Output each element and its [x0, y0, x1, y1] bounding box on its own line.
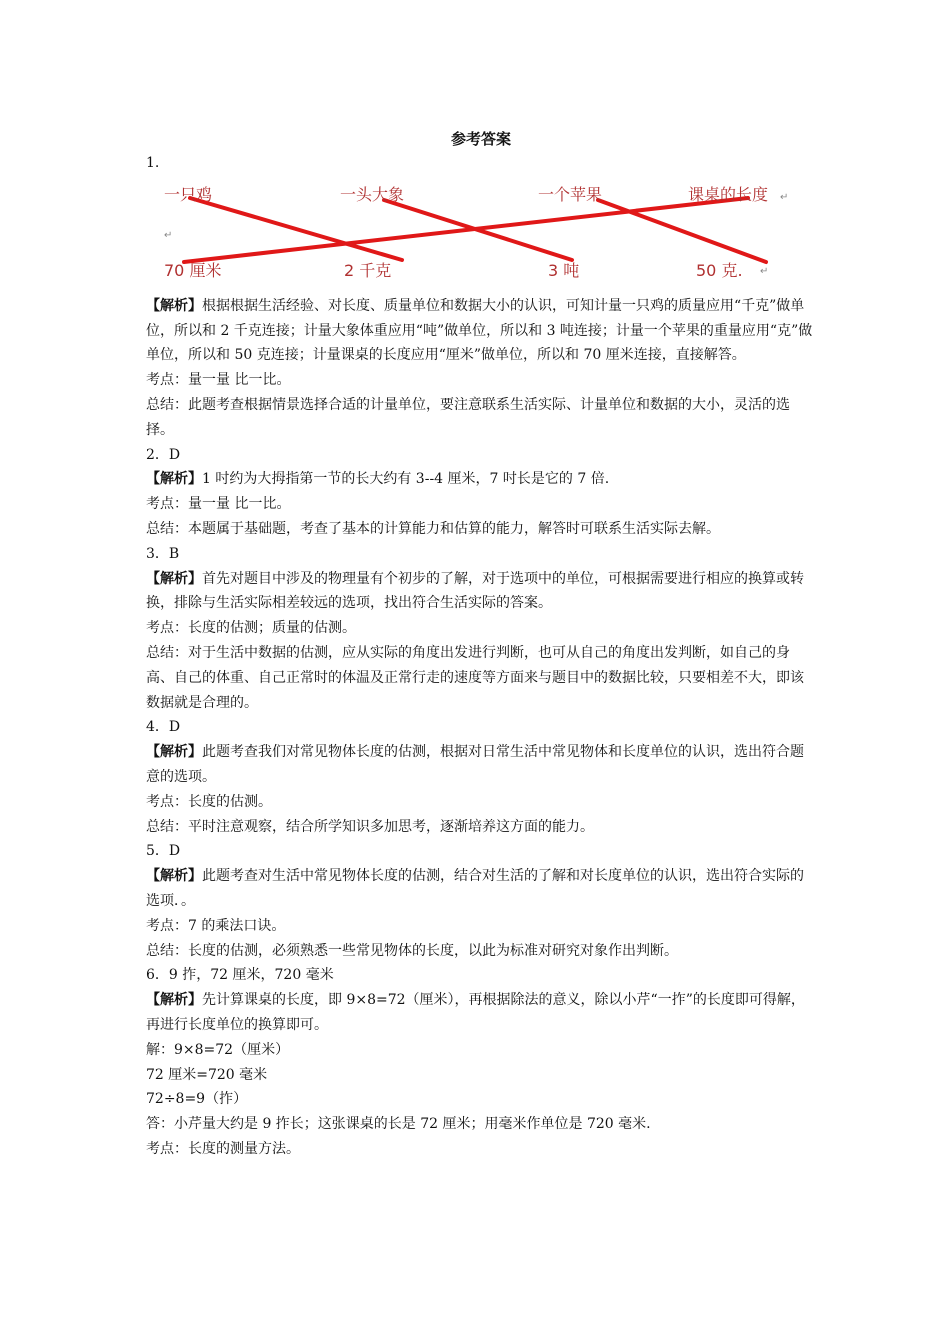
analysis-tag: 【解析】 [146, 570, 202, 587]
q5-zongjie: 总结：长度的估测，必须熟悉一些常见物体的长度，以此为标准对研究对象作出判断。 [146, 942, 678, 959]
q2-analysis [146, 467, 816, 492]
analysis-text: 先计算课桌的长度，即 9×8=72（厘米），再根据除法的意义，除以小芹“一拃”的长度即可得解，再进行长度单位的换算即可。 [146, 992, 805, 1033]
matching-diagram [152, 178, 792, 286]
q5-number: 5．D [146, 843, 181, 860]
analysis-text: 根据根据生活经验、对长度、质量单位和数据大小的认识，可知计量一只鸡的质量应用“千克”做单位，所以和 2 千克连接；计量大象体重应用“吨”做单位，所以和 3 吨连接；计量一个苹果的重量应用“克”做单位，所以和 50 克连接；计量课桌的长度应用“厘米”做单位，所以和 70 厘米连接，直接解答。 [146, 297, 813, 364]
bottom-label-2kg: 2 千克 [344, 260, 392, 280]
analysis-text: 首先对题目中涉及的物理量有个初步的了解，对于选项中的单位，可根据需要进行相应的换算或转换，排除与生活实际相差较远的选项，找出符合生活实际的答案。 [146, 570, 804, 612]
return-mark: ↵ [780, 191, 789, 203]
q4-zongjie: 总结：平时注意观察，结合所学知识多加思考，逐渐培养这方面的能力。 [146, 818, 594, 835]
answer-page [146, 127, 816, 1162]
analysis-text: 1 吋约为大拇指第一节的长大约有 3--4 厘米，7 吋长是它的 7 倍. [202, 471, 610, 488]
analysis-tag: 【解析】 [146, 744, 202, 761]
q6-solution-2: 72 厘米=720 毫米 [146, 1066, 268, 1083]
q1-number: 1. [146, 155, 160, 171]
q2-kaodian: 考点：量一量 比一比。 [146, 496, 291, 513]
q6-solution-1: 解：9×8=72（厘米） [146, 1041, 290, 1058]
q6-analysis [146, 988, 816, 1038]
match-line-desk [184, 198, 748, 262]
page-title: 参考答案 [450, 130, 511, 148]
return-mark: ↵ [164, 229, 173, 241]
analysis-tag: 【解析】 [146, 297, 202, 314]
bottom-label-50g: 50 克. [696, 260, 743, 280]
q2-zongjie: 总结：本题属于基础题，考查了基本的计算能力和估算的能力，解答时可联系生活实际去解。 [146, 520, 720, 537]
q1-kaodian: 考点：量一量 比一比。 [146, 372, 291, 389]
analysis-text: 此题考查对生活中常见物体长度的估测，结合对生活的了解和对长度单位的认识，选出符合实际的选项．。 [146, 868, 804, 909]
return-mark: ↵ [760, 265, 769, 277]
top-label-chicken: 一只鸡 [164, 184, 213, 204]
analysis-tag: 【解析】 [146, 868, 202, 885]
top-label-elephant: 一头大象 [340, 184, 405, 204]
matching-figure [152, 178, 792, 286]
q2-number: 2．D [146, 446, 181, 463]
bottom-label-3t: 3 吨 [548, 260, 580, 280]
q4-number: 4．D [146, 719, 181, 736]
analysis-text: 此题考查我们对常见物体长度的估测，根据对日常生活中常见物体和长度单位的认识，选出符合题意的选项。 [146, 744, 804, 785]
bottom-label-70cm: 70 厘米 [164, 260, 222, 280]
match-line-apple [598, 200, 766, 262]
q4-kaodian: 考点：长度的估测。 [146, 793, 272, 810]
q5-analysis [146, 864, 816, 914]
q1-zongjie: 总结：此题考查根据情景选择合适的计量单位，要注意联系生活实际、计量单位和数据的大小，灵活的选择。 [146, 396, 790, 438]
q5-kaodian: 考点：7 的乘法口诀。 [146, 917, 286, 934]
q6-kaodian: 考点：长度的测量方法。 [146, 1140, 300, 1157]
q4-analysis [146, 740, 816, 790]
top-label-apple: 一个苹果 [538, 184, 603, 204]
q3-analysis [146, 567, 816, 617]
q6-solution-3: 72÷8=9（拃） [146, 1091, 248, 1108]
analysis-tag: 【解析】 [146, 992, 202, 1009]
q6-answer: 答：小芹量大约是 9 拃长；这张课桌的长是 72 厘米；用毫米作单位是 720 毫米. [146, 1116, 651, 1133]
q6-number: 6．9 拃，72 厘米，720 毫米 [146, 967, 334, 984]
analysis-tag: 【解析】 [146, 471, 202, 488]
q3-kaodian: 考点：长度的估测；质量的估测。 [146, 620, 356, 637]
top-label-desk: 课桌的长度 [688, 184, 769, 204]
q1-analysis [146, 294, 816, 368]
q3-number: 3．B [146, 545, 180, 562]
q3-zongjie: 总结：对于生活中数据的估测，应从实际的角度出发进行判断，也可从自己的角度出发判断，如自己的身高、自己的体重、自己正常时的体温及正常行走的速度等方面来与题目中的数据比较，只要相差不大，即该数据就是合理的。 [146, 644, 804, 711]
